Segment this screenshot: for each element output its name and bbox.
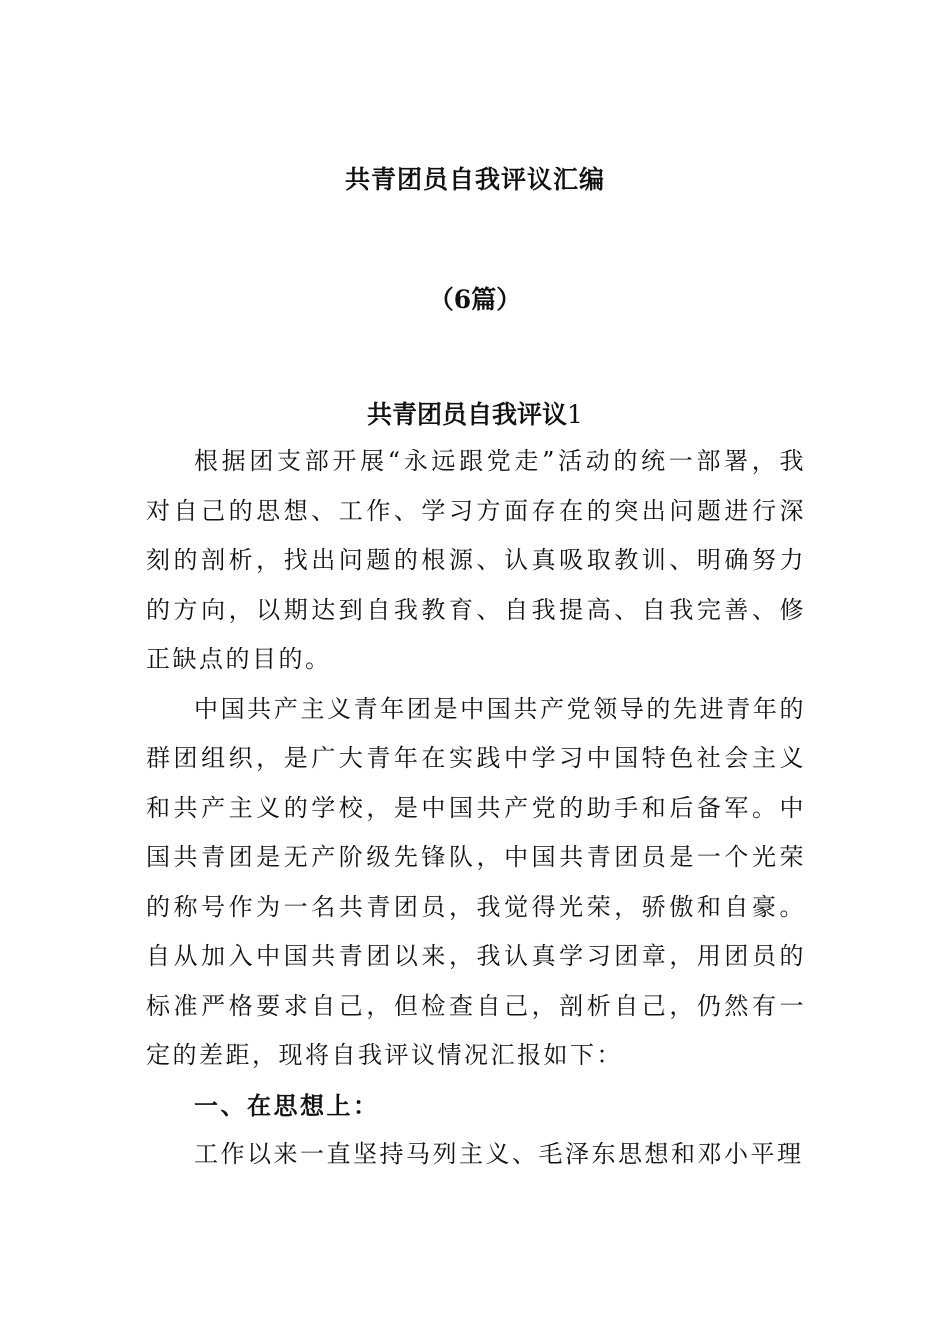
section-title bbox=[0, 395, 950, 431]
section-number: 1 bbox=[567, 400, 583, 429]
paragraph: 工作以来一直坚持马列主义、毛泽东思想和邓小平理 bbox=[194, 1140, 804, 1168]
subheading: 一、在思想上： bbox=[194, 1090, 380, 1120]
section-title-text: 共青团员自我评议 bbox=[367, 400, 568, 429]
document-title: 共青团员自我评议汇编 bbox=[344, 165, 605, 194]
paragraph: 中国共产主义青年团是中国共产党领导的先进青年的群团组织，是广大青年在实践中学习中国特色社会主义和共产主义的学校，是中国共产党的助手和后备军。中国共青团是无产阶级先锋队，中国共青团员是一个光荣的称号作为一名共青团员，我觉得光荣，骄傲和自豪。自从加入中国共青团以来，我认真学习团章，用团员的标准严格要求自己，但检查自己，剖析自己，仍然有一定的差距，现将自我评议情况汇报如下： bbox=[146, 694, 806, 1069]
paragraph: 根据团支部开展“永远跟党走”活动的统一部署，我对自己的思想、工作、学习方面存在的突出问题进行深刻的剖析，找出问题的根源、认真吸取教训、明确努力的方向，以期达到自我教育、自我提高、自我完善、修正缺点的目的。 bbox=[146, 447, 806, 673]
document-count: （6篇） bbox=[428, 285, 522, 314]
document-body bbox=[146, 437, 806, 1180]
